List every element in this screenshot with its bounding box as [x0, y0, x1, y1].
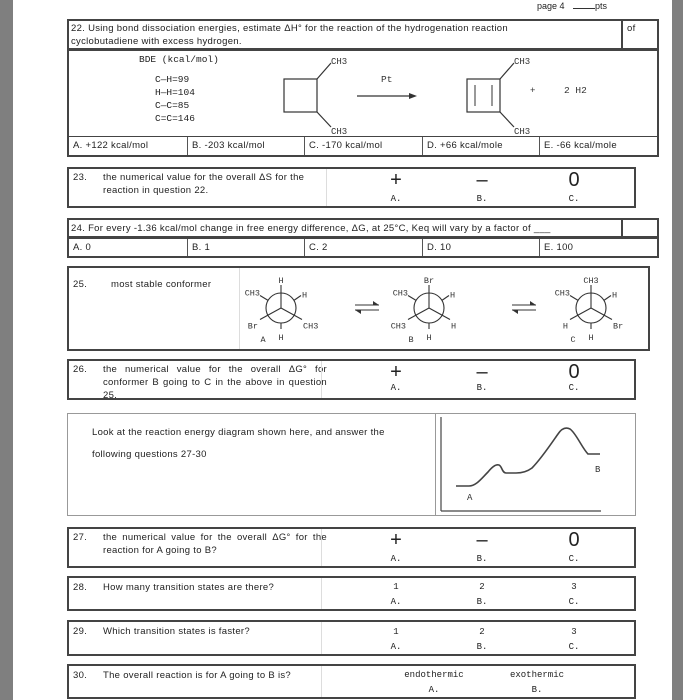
q29-label-a: A.: [390, 642, 402, 652]
q30-text: The overall reaction is for A going to B is?: [103, 670, 291, 681]
q29-value-2[interactable]: 2: [479, 627, 485, 637]
q22-choice-a[interactable]: A. +122 kcal/mol: [73, 140, 149, 151]
q24-side-box: [621, 218, 659, 238]
q23-label-a: A.: [390, 194, 402, 204]
q28-label-a: A.: [390, 597, 402, 607]
diagram-box: [67, 413, 636, 516]
product-ch3-top: CH3: [514, 57, 531, 67]
back-bond-right-b: [442, 296, 449, 301]
substituent-back-left-c: CH3: [554, 288, 570, 299]
q27-text: the numerical value for the overall ΔG° for the reaction for A going to B?: [103, 532, 327, 556]
plus-sign: +: [530, 86, 536, 96]
substituent-back-left-a: CH3: [244, 288, 260, 299]
q28-value-1[interactable]: 1: [393, 582, 399, 592]
points-blank[interactable]: [573, 8, 595, 9]
front-bond-right-a: [281, 308, 302, 320]
substituent-back-bottom-a: H: [278, 333, 284, 343]
substituent-front-left-a: Br: [247, 321, 258, 332]
reactant-dimethylcyclobutane: [284, 63, 331, 127]
q30-value-endothermic[interactable]: endothermic: [404, 670, 464, 680]
q26-symbol-plus[interactable]: +: [390, 361, 402, 383]
newman-projections: [69, 268, 649, 350]
page-header: [537, 1, 607, 11]
diagram-intro-line2: following questions 27-30: [92, 449, 207, 460]
substituent-back-left-b: CH3: [392, 288, 408, 299]
q30-label-a: A.: [428, 685, 440, 695]
q30-label-b: B.: [531, 685, 543, 695]
q22-text-line2: cyclobutadiene with excess hydrogen.: [71, 36, 242, 47]
q22-side-box: [621, 19, 659, 50]
substituent-front-left-c: H: [562, 321, 568, 332]
divider: [321, 578, 322, 609]
substituent-front-left-b: CH3: [390, 321, 406, 332]
q24-choice-d[interactable]: D. 10: [422, 239, 539, 256]
back-bond-right-c: [604, 296, 611, 301]
q29-box: [67, 620, 636, 656]
substituent-back-right-c: H: [612, 290, 618, 301]
q22-side-text: of: [627, 23, 636, 34]
q23-symbol-zero[interactable]: 0: [568, 169, 580, 191]
q22-choice-c[interactable]: C. -170 kcal/mol: [304, 137, 422, 155]
q22-text-line1: Using bond dissociation energies, estimate ΔH° for the reaction of the hydrogenation reaction: [88, 23, 508, 34]
front-bond-left-b: [408, 308, 429, 320]
q23-symbol-plus[interactable]: +: [390, 169, 402, 191]
q24-choices-row: [67, 238, 659, 258]
bde-cc: C—C=85: [155, 100, 190, 111]
back-bond-right-a: [294, 296, 301, 301]
equilibrium-arrow-icon: [512, 310, 518, 314]
front-bond-left-a: [260, 308, 281, 320]
bde-title: BDE (kcal/mol): [139, 54, 219, 65]
q30-number: 30.: [73, 670, 88, 681]
exam-page: [13, 0, 672, 700]
substituent-front-right-b: H: [451, 321, 457, 332]
equilibrium-arrow-icon: [373, 301, 379, 305]
equilibrium-arrow-icon: [530, 301, 536, 305]
bde-hh: H—H=104: [155, 87, 195, 98]
q28-text: How many transition states are there?: [103, 582, 275, 593]
substituent-back-right-a: H: [302, 290, 308, 301]
q24-choice-c[interactable]: C. 2: [304, 239, 422, 256]
q28-number: 28.: [73, 582, 88, 593]
divider: [326, 169, 327, 206]
q24-choice-b[interactable]: B. 1: [187, 239, 304, 256]
points-label: pts: [595, 1, 608, 11]
q24-choice-e[interactable]: E. 100: [539, 239, 657, 256]
divider: [321, 529, 322, 566]
q23-label-c: C.: [568, 194, 580, 204]
reaction-arrow-icon: [357, 93, 417, 99]
q22-choices-row: [67, 136, 659, 157]
q28-value-2[interactable]: 2: [479, 582, 485, 592]
q25-text: most stable conformer: [111, 279, 212, 290]
q26-box: [67, 359, 636, 400]
q26-text: the numerical value for the overall ΔG° for conformer B going to C in the above in question 25.: [103, 364, 327, 401]
substituent-front-top-b: Br: [423, 276, 435, 286]
substituent-back-right-b: H: [450, 290, 456, 301]
point-b-label: B: [595, 465, 601, 475]
q22-reaction-box: [67, 50, 659, 137]
q28-label-b: B.: [476, 597, 488, 607]
q27-box: [67, 527, 636, 568]
equilibrium-arrow-icon: [355, 310, 361, 314]
conformer-label-a: A: [260, 335, 266, 345]
bde-ch: C—H=99: [155, 74, 190, 85]
hydrogen-byproduct: 2 H2: [564, 85, 587, 96]
q22-choice-e[interactable]: E. -66 kcal/mole: [539, 137, 657, 155]
conformer-label-c: C: [570, 335, 576, 345]
q29-label-b: B.: [476, 642, 488, 652]
q29-value-3[interactable]: 3: [571, 627, 577, 637]
substituent-front-right-a: CH3: [303, 321, 319, 332]
back-bond-left-a: [260, 296, 268, 301]
q28-label-c: C.: [568, 597, 580, 607]
q27-symbol-plus[interactable]: +: [390, 529, 402, 551]
catalyst-label: Pt: [381, 74, 393, 85]
product-ch3-bottom: CH3: [514, 127, 531, 136]
substituent-back-bottom-c: H: [588, 333, 594, 343]
q22-question-box: [67, 19, 623, 50]
q29-value-1[interactable]: 1: [393, 627, 399, 637]
q26-symbol-minus[interactable]: –: [476, 361, 488, 383]
q22-choice-d[interactable]: D. +66 kcal/mole: [422, 137, 539, 155]
diagram-intro-line1: Look at the reaction energy diagram shown here, and answer the: [92, 427, 385, 438]
q23-number: 23.: [73, 172, 88, 183]
energy-curve: [456, 428, 600, 486]
q30-box: [67, 664, 636, 699]
substituent-front-top-c: CH3: [583, 276, 599, 286]
back-bond-left-b: [408, 296, 416, 301]
q24-choice-a[interactable]: A. 0: [73, 242, 92, 253]
q26-symbol-zero[interactable]: 0: [568, 361, 580, 383]
q29-label-c: C.: [568, 642, 580, 652]
reaction-energy-diagram: [436, 414, 636, 516]
front-bond-left-c: [570, 308, 591, 320]
q25-number: 25.: [73, 279, 88, 290]
q27-symbol-minus[interactable]: –: [476, 529, 488, 551]
q28-value-3[interactable]: 3: [571, 582, 577, 592]
q26-number: 26.: [73, 364, 88, 375]
q27-label-a: A.: [390, 554, 402, 564]
q29-text: Which transition states is faster?: [103, 626, 250, 637]
bde-c-double-c: C=C=146: [155, 113, 195, 124]
conformer-label-b: B: [408, 335, 414, 345]
q23-label-b: B.: [476, 194, 488, 204]
reactant-ch3-bottom: CH3: [331, 127, 348, 136]
front-bond-right-c: [591, 308, 612, 320]
divider: [321, 622, 322, 654]
q24-question-box: [67, 218, 623, 238]
substituent-front-right-c: Br: [613, 321, 624, 332]
q26-label-b: B.: [476, 383, 488, 393]
q28-box: [67, 576, 636, 611]
q30-value-exothermic[interactable]: exothermic: [509, 670, 564, 680]
product-dimethylcyclobutadiene: [467, 63, 514, 127]
q29-number: 29.: [73, 626, 88, 637]
substituent-back-bottom-b: H: [426, 333, 432, 343]
reactant-ch3-top: CH3: [331, 57, 348, 67]
page-label: page 4: [537, 1, 565, 11]
point-a-label: A: [467, 493, 473, 503]
back-bond-left-c: [570, 296, 578, 301]
q25-box: [67, 266, 650, 351]
q22-choice-b[interactable]: B. -203 kcal/mol: [187, 137, 304, 155]
q27-label-c: C.: [568, 554, 580, 564]
q26-label-a: A.: [390, 383, 402, 393]
front-bond-right-b: [429, 308, 450, 320]
divider: [321, 361, 322, 398]
q23-box: [67, 167, 636, 208]
q27-label-b: B.: [476, 554, 488, 564]
divider: [321, 666, 322, 697]
q27-symbol-zero[interactable]: 0: [568, 529, 580, 551]
q23-text: the numerical value for the overall ΔS for the reaction in question 22.: [103, 172, 305, 196]
q26-label-c: C.: [568, 383, 580, 393]
q27-number: 27.: [73, 532, 88, 543]
q24-text: For every -1.36 kcal/mol change in free energy difference, ΔG, at 25°C, Keq will vary by a factor of ___: [88, 223, 551, 234]
q23-symbol-minus[interactable]: –: [476, 169, 488, 191]
substituent-front-top-a: H: [278, 276, 284, 286]
q24-number: 24.: [71, 223, 86, 234]
reaction-scheme: [69, 51, 659, 136]
q22-number: 22.: [71, 23, 86, 34]
